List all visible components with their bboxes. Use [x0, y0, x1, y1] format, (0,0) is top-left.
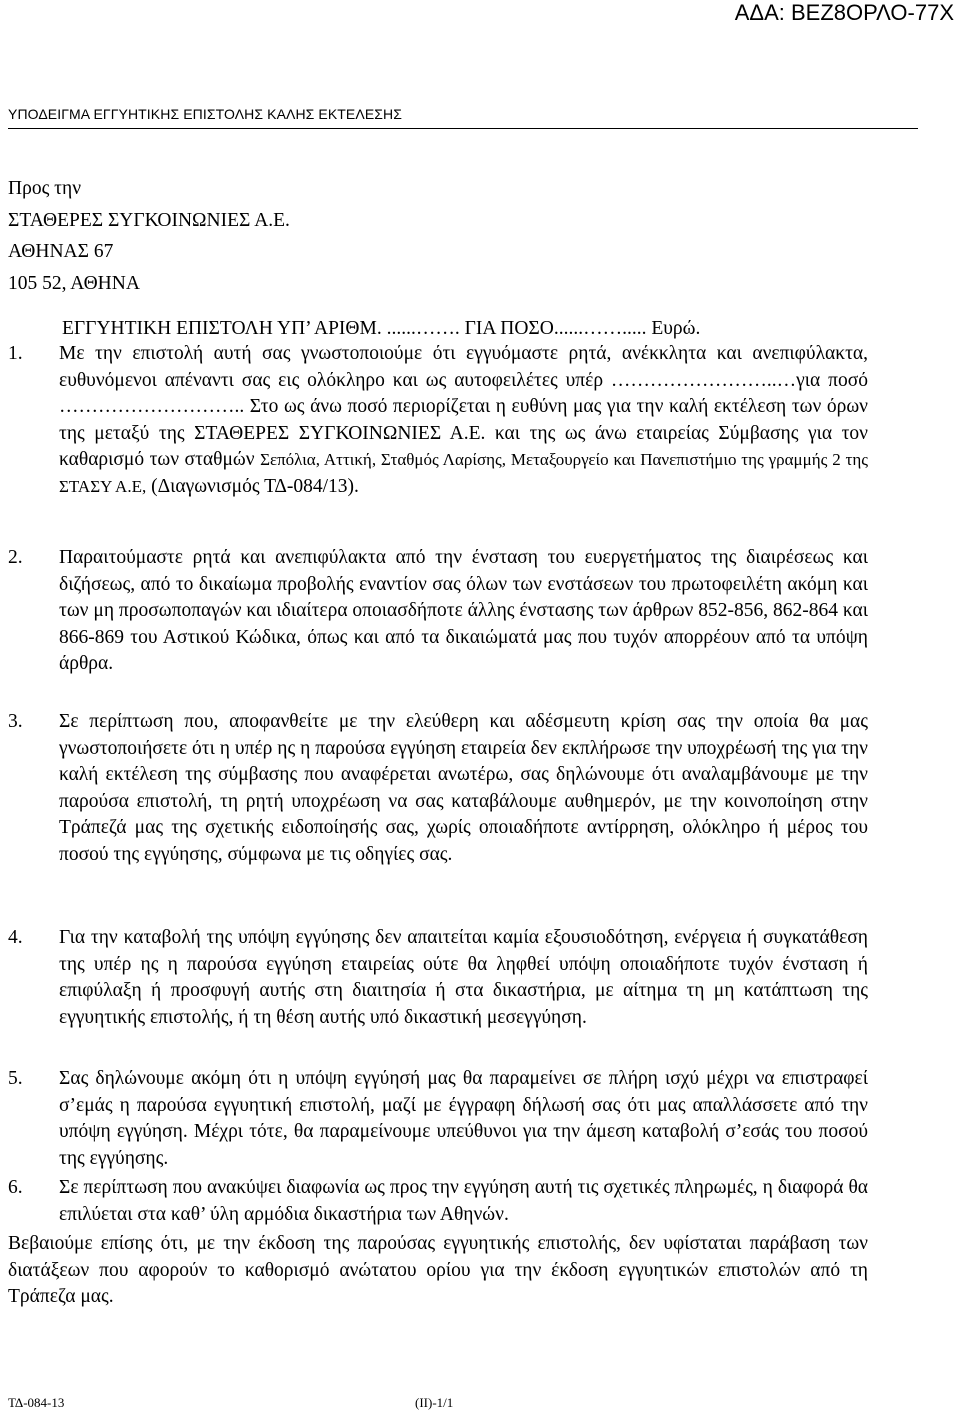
paragraph-number: 3. [8, 711, 23, 732]
addressee-line: ΣΤΑΘΕΡΕΣ ΣΥΓΚΟΙΝΩΝΙΕΣ Α.Ε. [8, 209, 290, 231]
numbered-paragraph [8, 1066, 868, 1172]
ada-code: ΑΔΑ: ΒΕΖ8ΟΡΛΟ-77Χ [734, 0, 954, 25]
paragraph-text-main: Με την επιστολή αυτή σας γνωστοποιούμε ότι εγγυόμαστε ρητά, ανέκκλητα και ανεπιφύλακτα, ευθυνόμενοι απέναντι σας εις ολόκληρο και ως αυτοφειλέτες υπέρ ……………………..…για ποσό ……………………….. Στο ως άνω ποσό περιορίζεται η ευθύνη μας για την καλή εκτέλεση των όρων της μεταξύ της ΣΤΑΘΕΡΕΣ ΣΥΓΚΟΙΝΩΝΙΕΣ Α.Ε. και της ως άνω εταιρείας Σύμβασης για τον καθαρισμό των σταθμών [59, 343, 868, 470]
numbered-paragraph [8, 709, 868, 868]
addressee-block [8, 173, 290, 299]
paragraph-text: Σε περίπτωση που ανακύψει διαφωνία ως προς την εγγύηση αυτή τις σχετικές πληρωμές, η διαφορά θα επιλύεται στα καθ’ ύλη αρμόδια δικαστήρια των Αθηνών. [59, 1177, 868, 1225]
numbered-paragraph [8, 341, 868, 500]
paragraph-text [59, 341, 868, 500]
paragraph-number: 1. [8, 343, 23, 364]
paragraph-text-stations: Σεπόλια, Αττική, Σταθμός Λαρίσης, Μεταξουργείο και Πανεπιστήμιο της γραμμής 2 της ΣΤΑΣΥ Α.Ε, [59, 450, 868, 496]
paragraph-number: 4. [8, 927, 23, 948]
paragraph-text: Για την καταβολή της υπόψη εγγύησης δεν απαιτείται καμία εξουσιοδότηση, ενέργεια ή συγκατάθεση της υπέρ ης η παρούσα εγγύηση εταιρείας ούτε θα ληφθεί υπόψη οποιαδήποτε τυχόν ένσταση ή επιφύλαξη ή προσφυγή αυτής στη διαιτησία ή στα δικαστήρια, με αίτημα τη μη κατάπτωση της εγγυητικής επιστολής, ή τη θέση αυτής υπό δικαστική μεσεγγύηση. [59, 927, 868, 1028]
paragraph-text-tender: (Διαγωνισμός ΤΔ-084/13). [151, 475, 359, 497]
numbered-paragraph [8, 925, 868, 1031]
paragraph-text: Σας δηλώνουμε ακόμη ότι η υπόψη εγγύησή μας θα παραμείνει σε πλήρη ισχύ μέχρι να επιστραφεί σ’εμάς η παρούσα εγγυητική επιστολή, μαζί με έγγραφη δήλωσή σας ότι μας απαλλάσσετε από την υπόψη εγγύηση. Μέχρι τότε, θα παραμείνουμε υπεύθυνοι για την άμεση καταβολή σ’εσάς του ποσού της εγγύησης. [59, 1068, 868, 1169]
numbered-paragraph [8, 545, 868, 678]
footer-reference: ΤΔ-084-13 [8, 1395, 65, 1410]
addressee-line: 105 52, ΑΘΗΝΑ [8, 272, 140, 294]
letter-subject: ΕΓΓΥΗΤΙΚΗ ΕΠΙΣΤΟΛΗ ΥΠ’ ΑΡΙΘΜ. ......……. ΓΙΑ ΠΟΣΟ......……..... Ευρώ. [62, 318, 701, 339]
footer-page-number: (ΙΙ)-1/1 [415, 1395, 454, 1410]
document-header-title: ΥΠΟΔΕΙΓΜΑ ΕΓΓΥΗΤΙΚΗΣ ΕΠΙΣΤΟΛΗΣ ΚΑΛΗΣ ΕΚΤΕΛΕΣΗΣ [8, 106, 918, 129]
numbered-paragraph [8, 1175, 868, 1228]
page-footer [8, 1395, 918, 1411]
closing-paragraph: Βεβαιούμε επίσης ότι, με την έκδοση της παρούσας εγγυητικής επιστολής, δεν υφίσταται παράβαση των διατάξεων που αφορούν το καθορισμό ανώτατου ορίου για την έκδοση εγγυητικών επιστολών από τη Τράπεζα μας. [8, 1233, 868, 1307]
paragraph-text: Σε περίπτωση που, αποφανθείτε με την ελεύθερη και αδέσμευτη κρίση σας την οποία θα μας γνωστοποιήσετε ότι η υπέρ ης η παρούσα εγγύηση εταιρεία δεν εκπλήρωσε την υποχρέωσή της για την καλή εκτέλεση της σύμβασης που αναφέρεται ανωτέρω, σας δηλώνουμε ότι αναλαμβάνουμε με την παρούσα επιστολή, τη ρητή υποχρέωση να σας καταβάλουμε αυθημερόν, με την κοινοποίηση στην Τράπεζά μας της σχετικής ειδοποίησής σας, χωρίς οποιαδήποτε αντίρρηση, ολόκληρο ή μέρος του ποσού της εγγύησης, σύμφωνα με τις οδηγίες σας. [59, 711, 868, 865]
paragraph-number: 6. [8, 1177, 23, 1198]
paragraph-number: 5. [8, 1068, 23, 1089]
addressee-line: ΑΘΗΝΑΣ 67 [8, 241, 114, 262]
paragraph-number: 2. [8, 547, 23, 568]
paragraph-text: Παραιτούμαστε ρητά και ανεπιφύλακτα από την ένσταση του ευεργετήματος της διαιρέσεως και διζήσεως, από το δικαίωμα προβολής εναντίον σας όλων των ενστάσεων του πρωτοφειλέτη ακόμη και των μη προσωποπαγών και ιδιαίτερα οποιασδήποτε άλλης ένστασης των άρθρων 852-856, 862-864 και 866-869 του Αστικού Κώδικα, όπως και από τα δικαιώματά μας που τυχόν απορρέουν από τα υπόψη άρθρα. [59, 547, 868, 674]
addressee-line: Προς την [8, 178, 82, 199]
